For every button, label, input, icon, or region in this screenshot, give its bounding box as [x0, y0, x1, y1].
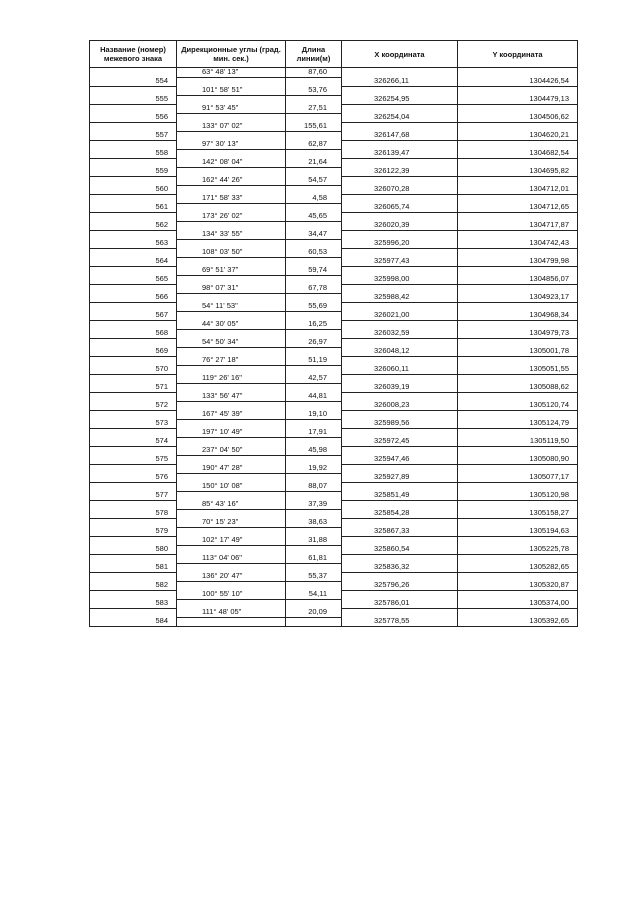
x-coordinate: 325867,33	[342, 527, 458, 536]
y-coordinate: 1305374,00	[458, 599, 578, 608]
directional-angle: 150° 10' 08"	[177, 482, 286, 491]
point-name: 554	[90, 77, 177, 86]
line-length: 45,98	[286, 446, 342, 455]
x-coordinate: 325836,32	[342, 563, 458, 572]
point-row	[90, 257, 578, 266]
y-coordinate: 1304979,73	[458, 329, 578, 338]
point-row	[90, 383, 578, 392]
directional-angle: 197° 10' 49"	[177, 428, 286, 437]
line-length: 55,37	[286, 572, 342, 581]
point-name: 565	[90, 275, 177, 284]
point-row	[90, 95, 578, 104]
line-length: 27,51	[286, 104, 342, 113]
point-row	[90, 149, 578, 158]
point-name: 581	[90, 563, 177, 572]
y-coordinate: 1305120,98	[458, 491, 578, 500]
x-coordinate: 325989,56	[342, 419, 458, 428]
y-coordinate: 1304506,62	[458, 113, 578, 122]
line-length: 55,69	[286, 302, 342, 311]
y-coordinate: 1304856,07	[458, 275, 578, 284]
point-name: 562	[90, 221, 177, 230]
y-coordinate: 1305077,17	[458, 473, 578, 482]
x-coordinate: 326122,39	[342, 167, 458, 176]
y-coordinate: 1304682,54	[458, 149, 578, 158]
line-length: 45,65	[286, 212, 342, 221]
header-x-coordinate: X координата	[342, 41, 458, 68]
y-coordinate: 1305051,55	[458, 365, 578, 374]
x-coordinate: 325860,54	[342, 545, 458, 554]
x-coordinate: 325927,89	[342, 473, 458, 482]
y-coordinate: 1305320,87	[458, 581, 578, 590]
empty-cell	[286, 617, 342, 627]
line-length: 61,81	[286, 554, 342, 563]
y-coordinate: 1305225,78	[458, 545, 578, 554]
line-length: 34,47	[286, 230, 342, 239]
x-coordinate: 325947,46	[342, 455, 458, 464]
directional-angle: 54° 50' 34"	[177, 338, 286, 347]
point-name: 578	[90, 509, 177, 518]
line-length: 88,07	[286, 482, 342, 491]
y-coordinate: 1304426,54	[458, 77, 578, 86]
point-name: 566	[90, 293, 177, 302]
point-name: 575	[90, 455, 177, 464]
line-length: 60,53	[286, 248, 342, 257]
point-name: 568	[90, 329, 177, 338]
directional-angle: 171° 58' 33"	[177, 194, 286, 203]
point-row	[90, 617, 578, 627]
directional-angle: 162° 44' 26"	[177, 176, 286, 185]
y-coordinate: 1305088,62	[458, 383, 578, 392]
header-y-coordinate: Y координата	[458, 41, 578, 68]
line-length: 42,57	[286, 374, 342, 383]
directional-angle: 91° 53' 45"	[177, 104, 286, 113]
directional-angle: 76° 27' 18"	[177, 356, 286, 365]
line-length: 4,58	[286, 194, 342, 203]
y-coordinate: 1305392,65	[458, 617, 578, 627]
line-length: 51,19	[286, 356, 342, 365]
y-coordinate: 1304620,21	[458, 131, 578, 140]
directional-angle: 237° 04' 50"	[177, 446, 286, 455]
x-coordinate: 325988,42	[342, 293, 458, 302]
x-coordinate: 326020,39	[342, 221, 458, 230]
point-row	[90, 167, 578, 176]
y-coordinate: 1304695,82	[458, 167, 578, 176]
point-row	[90, 347, 578, 356]
x-coordinate: 326021,00	[342, 311, 458, 320]
point-name: 573	[90, 419, 177, 428]
directional-angle: 108° 03' 50"	[177, 248, 286, 257]
x-coordinate: 325854,28	[342, 509, 458, 518]
point-name: 576	[90, 473, 177, 482]
directional-angle: 134° 33' 55"	[177, 230, 286, 239]
y-coordinate: 1305124,79	[458, 419, 578, 428]
y-coordinate: 1305120,74	[458, 401, 578, 410]
x-coordinate: 325851,49	[342, 491, 458, 500]
directional-angle: 44° 30' 05"	[177, 320, 286, 329]
point-name: 571	[90, 383, 177, 392]
line-length: 44,81	[286, 392, 342, 401]
line-length: 54,11	[286, 590, 342, 599]
directional-angle: 190° 47' 28"	[177, 464, 286, 473]
point-name: 558	[90, 149, 177, 158]
point-name: 583	[90, 599, 177, 608]
directional-angle: 97° 30' 13"	[177, 140, 286, 149]
x-coordinate: 325786,01	[342, 599, 458, 608]
directional-angle: 119° 26' 16"	[177, 374, 286, 383]
line-length: 31,88	[286, 536, 342, 545]
directional-angle: 136° 20' 47"	[177, 572, 286, 581]
directional-angle: 101° 58' 51"	[177, 86, 286, 95]
directional-angle: 102° 17' 49"	[177, 536, 286, 545]
directional-angle: 69° 51' 37"	[177, 266, 286, 275]
table-body	[90, 68, 578, 627]
y-coordinate: 1305194,63	[458, 527, 578, 536]
y-coordinate: 1304712,65	[458, 203, 578, 212]
point-row	[90, 293, 578, 302]
directional-angle: 98° 07' 31"	[177, 284, 286, 293]
line-length: 26,97	[286, 338, 342, 347]
line-length: 38,63	[286, 518, 342, 527]
point-row	[90, 275, 578, 284]
point-row	[90, 473, 578, 482]
directional-angle: 133° 56' 47"	[177, 392, 286, 401]
point-row	[90, 599, 578, 608]
point-row	[90, 401, 578, 410]
point-row	[90, 581, 578, 590]
line-length: 62,87	[286, 140, 342, 149]
line-length: 67,78	[286, 284, 342, 293]
x-coordinate: 326060,11	[342, 365, 458, 374]
line-length: 53,76	[286, 86, 342, 95]
point-name: 572	[90, 401, 177, 410]
point-row	[90, 311, 578, 320]
line-length: 19,92	[286, 464, 342, 473]
x-coordinate: 326147,68	[342, 131, 458, 140]
y-coordinate: 1305080,90	[458, 455, 578, 464]
directional-angle: 111° 48' 05"	[177, 608, 286, 617]
x-coordinate: 326032,59	[342, 329, 458, 338]
line-length: 20,09	[286, 608, 342, 617]
directional-angle: 142° 08' 04"	[177, 158, 286, 167]
point-row	[90, 203, 578, 212]
boundary-points-table-sheet	[89, 40, 577, 627]
point-name: 567	[90, 311, 177, 320]
x-coordinate: 325796,26	[342, 581, 458, 590]
point-row	[90, 113, 578, 122]
directional-angle: 133° 07' 02"	[177, 122, 286, 131]
empty-cell	[177, 617, 286, 627]
point-row	[90, 185, 578, 194]
point-row	[90, 131, 578, 140]
point-name: 577	[90, 491, 177, 500]
line-length: 54,57	[286, 176, 342, 185]
y-coordinate: 1304717,87	[458, 221, 578, 230]
point-row	[90, 419, 578, 428]
line-length: 37,39	[286, 500, 342, 509]
y-coordinate: 1304968,34	[458, 311, 578, 320]
point-name: 582	[90, 581, 177, 590]
y-coordinate: 1305282,65	[458, 563, 578, 572]
point-name: 555	[90, 95, 177, 104]
x-coordinate: 326070,28	[342, 185, 458, 194]
x-coordinate: 325998,00	[342, 275, 458, 284]
point-name: 584	[90, 617, 177, 627]
directional-angle: 85° 43' 16"	[177, 500, 286, 509]
y-coordinate: 1304923,17	[458, 293, 578, 302]
point-name: 557	[90, 131, 177, 140]
point-name: 561	[90, 203, 177, 212]
header-line-length: Длина линии(м)	[286, 41, 342, 68]
x-coordinate: 326139,47	[342, 149, 458, 158]
y-coordinate: 1304479,13	[458, 95, 578, 104]
point-row	[90, 365, 578, 374]
header-point-name: Название (номер) межевого знака	[90, 41, 177, 68]
point-row	[90, 527, 578, 536]
y-coordinate: 1304712,01	[458, 185, 578, 194]
line-length: 87,60	[286, 68, 342, 78]
point-name: 574	[90, 437, 177, 446]
directional-angle: 167° 45' 39"	[177, 410, 286, 419]
y-coordinate: 1305001,78	[458, 347, 578, 356]
x-coordinate: 325972,45	[342, 437, 458, 446]
point-row	[90, 239, 578, 248]
point-row	[90, 509, 578, 518]
point-name: 560	[90, 185, 177, 194]
point-name: 579	[90, 527, 177, 536]
x-coordinate: 326254,04	[342, 113, 458, 122]
table-header	[90, 41, 578, 68]
x-coordinate: 326266,11	[342, 77, 458, 86]
line-length: 19,10	[286, 410, 342, 419]
x-coordinate: 326008,23	[342, 401, 458, 410]
directional-angle: 100° 55' 10"	[177, 590, 286, 599]
point-name: 570	[90, 365, 177, 374]
line-length: 17,91	[286, 428, 342, 437]
line-length: 59,74	[286, 266, 342, 275]
point-name: 564	[90, 257, 177, 266]
x-coordinate: 325977,43	[342, 257, 458, 266]
directional-angle: 173° 26' 02"	[177, 212, 286, 221]
point-row	[90, 455, 578, 464]
x-coordinate: 326065,74	[342, 203, 458, 212]
line-length: 155,61	[286, 122, 342, 131]
boundary-points-table	[89, 40, 578, 627]
y-coordinate: 1305158,27	[458, 509, 578, 518]
point-name: 559	[90, 167, 177, 176]
y-coordinate: 1304799,98	[458, 257, 578, 266]
directional-angle: 54° 11' 53"	[177, 302, 286, 311]
directional-angle: 63° 48' 13"	[177, 68, 286, 78]
directional-angle: 113° 04' 06"	[177, 554, 286, 563]
header-directional-angle: Дирекционные углы (град. мин. сек.)	[177, 41, 286, 68]
point-row	[90, 437, 578, 446]
line-length: 21,64	[286, 158, 342, 167]
point-row	[90, 563, 578, 572]
point-name: 580	[90, 545, 177, 554]
point-row	[90, 329, 578, 338]
point-row	[90, 221, 578, 230]
directional-angle: 70° 15' 23"	[177, 518, 286, 527]
y-coordinate: 1305119,50	[458, 437, 578, 446]
x-coordinate: 326048,12	[342, 347, 458, 356]
point-name: 563	[90, 239, 177, 248]
x-coordinate: 325996,20	[342, 239, 458, 248]
x-coordinate: 326039,19	[342, 383, 458, 392]
point-row	[90, 77, 578, 86]
y-coordinate: 1304742,43	[458, 239, 578, 248]
point-name: 569	[90, 347, 177, 356]
point-row	[90, 491, 578, 500]
point-name: 556	[90, 113, 177, 122]
x-coordinate: 326254,95	[342, 95, 458, 104]
point-row	[90, 545, 578, 554]
x-coordinate: 325778,55	[342, 617, 458, 627]
line-length: 16,25	[286, 320, 342, 329]
